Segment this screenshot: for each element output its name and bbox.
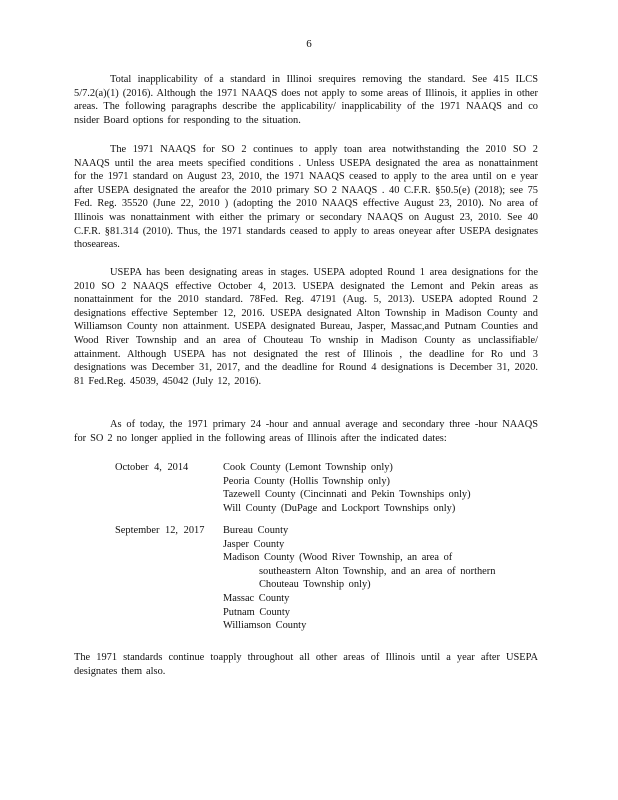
designation-area: Williamson County: [223, 620, 307, 632]
paragraph-inapplicability: Total inapplicability of a standard in Illinoi srequires removing the standard. See 415 ILCS 5/7.2(a)(1) (2016). Although the 1971 NAAQS does not apply to some areas of Illinois, it applies in other areas. The following paragraphs describe the applicability/ inapplicability of the 1971 NAAQS and co nsider Board options for responding to the situation.: [74, 74, 538, 126]
designation-area-list: [223, 461, 543, 515]
designation-area-continued: Chouteau Township only): [259, 579, 371, 591]
designation-area: Jasper County: [223, 538, 285, 550]
designation-area: Peoria County (Hollis Township only): [223, 475, 390, 487]
page-number: 6: [306, 38, 312, 50]
designation-area: Massac County: [223, 592, 290, 604]
paragraph-usepa-designations: USEPA has been designating areas in stages. USEPA adopted Round 1 area designations for the 2010 SO 2 NAAQS effective October 4, 2013. USEPA designated the Lemont and Pekin areas as nonattainment for the 2010 standard. 78Fed. Reg. 47191 (Aug. 5, 2013). USEPA adopted Round 2 designations effective September 12, 2016. USEPA designated Alton Township in Madison County and Williamson County non attainment. USEPA designated Bureau, Jasper, Massac,and Putnam Counties and Wood River Township and an area of Chouteau To wnship in Madison County as unclassifiable/ attainment. Although USEPA has not designated the rest of Illinois , the deadline for Ro und 3 designations was December 31, 2017, and the deadline for Round 4 designations is December 31, 2020. 81 Fed.Reg. 45039, 45042 (July 12, 2016).: [74, 267, 538, 387]
paragraph-as-of-today: As of today, the 1971 primary 24 -hour and annual average and secondary three -hour NAAQS for SO 2 no longer applied in the following areas of Illinois after the indicated dates:: [74, 419, 538, 444]
designation-date: October 4, 2014: [115, 462, 189, 473]
designation-area-list: [223, 524, 543, 633]
designation-area: Putnam County: [223, 606, 290, 618]
designation-date: September 12, 2017: [115, 525, 205, 536]
designation-area: Will County (DuPage and Lockport Townships only): [223, 502, 456, 514]
designation-area-continued: southeastern Alton Township, and an area of northern: [259, 565, 496, 577]
designation-area: Madison County (Wood River Township, an area of: [223, 552, 453, 564]
paragraph-1971-naaqs: The 1971 NAAQS for SO 2 continues to apply toan area notwithstanding the 2010 SO 2 NAAQS until the area meets specified conditions . Unless USEPA designated the area as nonattainment for the 1971 standard on August 23, 2010, the 1971 NAAQS ceased to apply to the area until on e year after USEPA designated the areafor the 2010 primary SO 2 NAAQS . 40 C.F.R. §50.5(e) (2018); see 75 Fed. Reg. 35520 (June 22, 2010 ) (adopting the 2010 NAAQS effective August 23, 2010). No area of Illinois was nonattainment with either the primary or secondary NAAQS on August 23, 2010. See 40 C.F.R. §81.314 (2010). Thus, the 1971 standards ceased to apply to areas oneyear after USEPA designates thoseareas.: [74, 144, 538, 251]
designation-area: Cook County (Lemont Township only): [223, 462, 393, 473]
designation-area: Bureau County: [223, 525, 289, 536]
designation-area: Tazewell County (Cincinnati and Pekin Townships only): [223, 489, 471, 501]
paragraph-closing: The 1971 standards continue toapply throughout all other areas of Illinois until a year after USEPA designates them also.: [74, 652, 538, 677]
